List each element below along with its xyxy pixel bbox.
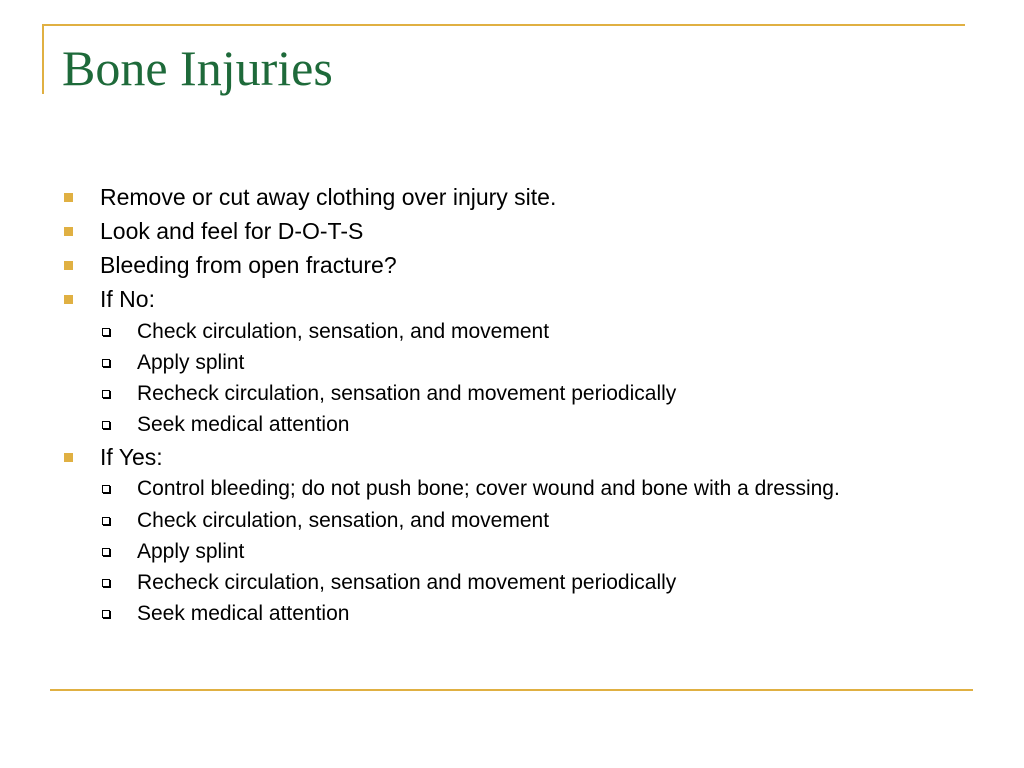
sub-bullet-text: Recheck circulation, sensation and movement periodically [137, 571, 677, 594]
slide-title: Bone Injuries [62, 40, 333, 96]
sub-bullet-item [62, 409, 922, 440]
bullet-item-if-no [62, 282, 922, 316]
bullet-item-if-yes [62, 440, 922, 474]
bullet-text: Remove or cut away clothing over injury site. [100, 184, 557, 210]
sub-bullet-text: Check circulation, sensation, and movement [137, 320, 550, 343]
sub-bullet-text: Recheck circulation, sensation and movement periodically [137, 382, 677, 405]
sub-bullet-text: Check circulation, sensation, and movement [137, 509, 550, 532]
bullet-text: Bleeding from open fracture? [100, 252, 397, 278]
hollow-square-bullet-icon [102, 328, 110, 336]
bullet-text: If Yes: [100, 444, 163, 470]
sub-bullet-text: Apply splint [137, 540, 245, 563]
square-bullet-icon [64, 193, 73, 202]
sub-bullet-item [62, 474, 922, 505]
bullet-list [62, 180, 922, 629]
hollow-square-bullet-icon [102, 421, 110, 429]
square-bullet-icon [64, 227, 73, 236]
bullet-item [62, 180, 922, 214]
sub-bullet-item [62, 598, 922, 629]
sub-bullet-text: Seek medical attention [137, 602, 350, 625]
sub-bullet-item [62, 378, 922, 409]
sub-bullet-item [62, 567, 922, 598]
sub-bullet-item [62, 505, 922, 536]
hollow-square-bullet-icon [102, 390, 110, 398]
top-rule [42, 24, 965, 26]
sub-bullet-item [62, 536, 922, 567]
hollow-square-bullet-icon [102, 517, 110, 525]
square-bullet-icon [64, 261, 73, 270]
sub-bullet-text: Control bleeding; do not push bone; cover wound and bone with a dressing. [137, 477, 840, 500]
square-bullet-icon [64, 295, 73, 304]
hollow-square-bullet-icon [102, 359, 110, 367]
hollow-square-bullet-icon [102, 548, 110, 556]
sub-bullet-text: Seek medical attention [137, 413, 350, 436]
bullet-text: Look and feel for D-O-T-S [100, 218, 364, 244]
bottom-rule [50, 689, 973, 691]
hollow-square-bullet-icon [102, 579, 110, 587]
bullet-item [62, 248, 922, 282]
sub-bullet-text: Apply splint [137, 351, 245, 374]
hollow-square-bullet-icon [102, 485, 110, 493]
bullet-text: If No: [100, 286, 155, 312]
left-rule [42, 24, 44, 94]
sub-bullet-item [62, 316, 922, 347]
hollow-square-bullet-icon [102, 610, 110, 618]
bullet-item [62, 214, 922, 248]
sub-bullet-item [62, 347, 922, 378]
square-bullet-icon [64, 453, 73, 462]
